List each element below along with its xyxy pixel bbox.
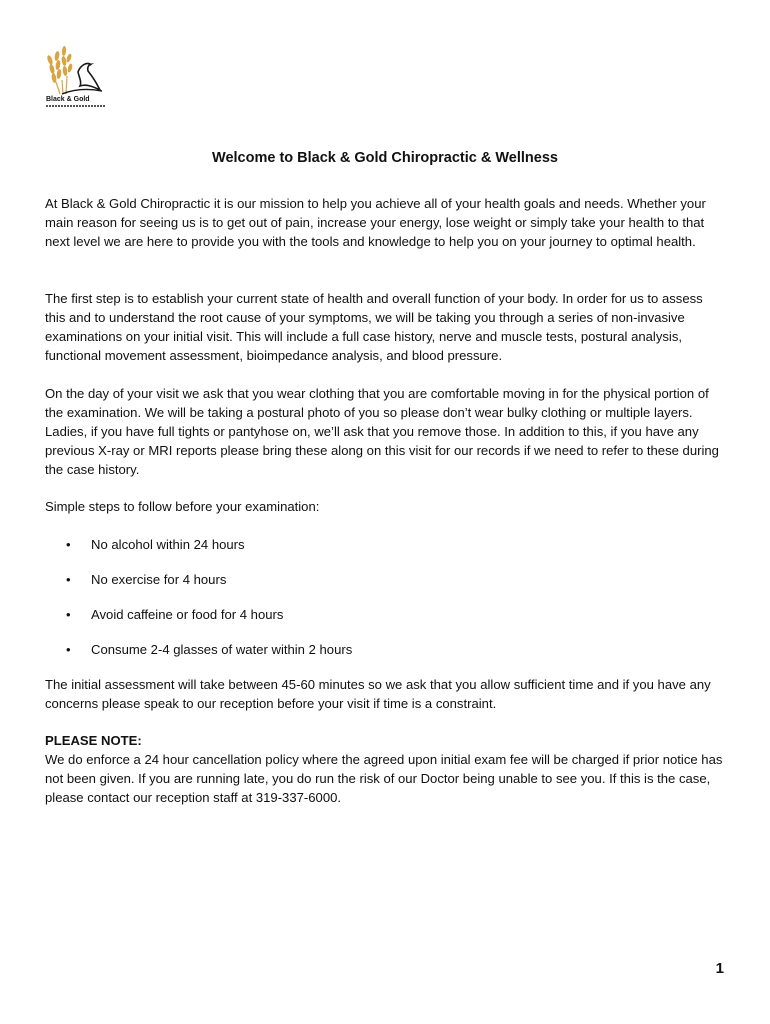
assessment-paragraph: The initial assessment will take between 45-60 minutes so we ask that you allow sufficient time and if you have any concerns please speak to our reception before your visit if time is a constraint. [45,677,711,711]
steps-list [45,535,725,675]
note-heading: PLEASE NOTE: [45,733,142,748]
bullet-icon: • [66,537,71,552]
page-number: 1 [715,960,724,977]
bullet-icon: • [66,607,71,622]
step-text: No alcohol within 24 hours [91,537,245,552]
page-title: Welcome to Black & Gold Chiropractic & Wellness [212,150,558,166]
list-item [45,640,725,675]
visit-day-paragraph: On the day of your visit we ask that you wear clothing that you are comfortable moving in for the physical portion of the examination. We will be taking a postural photo of you so please don’t wear bulky clothing or multiple layers. Ladies, if you have full tights or pantyhose on, we’ll ask that you remove those. In addition to this, if you have any previous X-ray or MRI reports please bring these along on this visit for our records if we need to refer to these during the case history. [45,386,719,477]
logo-tagline [46,105,106,107]
first-step-paragraph: The first step is to establish your current state of health and overall function of your body. In order for us to assess this and to understand the root cause of your symptoms, we will be taking you through a series of non-invasive examinations on your initial visit. This will include a full case history, nerve and muscle tests, postural analysis, functional movement assessment, bioimpedance analysis, and blood pressure. [45,291,703,363]
step-text: Consume 2-4 glasses of water within 2 hours [91,642,353,657]
steps-intro: Simple steps to follow before your examination: [45,499,320,514]
bullet-icon: • [66,642,71,657]
logo-name: Black & Gold [46,96,90,103]
step-text: No exercise for 4 hours [91,572,227,587]
mission-paragraph: At Black & Gold Chiropractic it is our mission to help you achieve all of your health goals and needs. Whether your main reason for seeing us is to get out of pain, increase your energy, lose weight or simply take your health to that next level we are here to provide you with the tools and knowledge to help you on your journey to optimal health. [45,196,706,249]
bullet-icon: • [66,572,71,587]
step-text: Avoid caffeine or food for 4 hours [91,607,284,622]
list-item [45,605,725,640]
wheat-stalks-eagle-icon [42,44,108,100]
note-paragraph: We do enforce a 24 hour cancellation policy where the agreed upon initial exam fee will be charged if prior notice has not been given. If you are running late, you do run the risk of our Doctor being unable to see you. If this is the case, please contact our reception staff at 319-337-6000. [45,752,723,805]
clinic-logo [42,44,108,116]
list-item [45,570,725,605]
list-item [45,535,725,570]
